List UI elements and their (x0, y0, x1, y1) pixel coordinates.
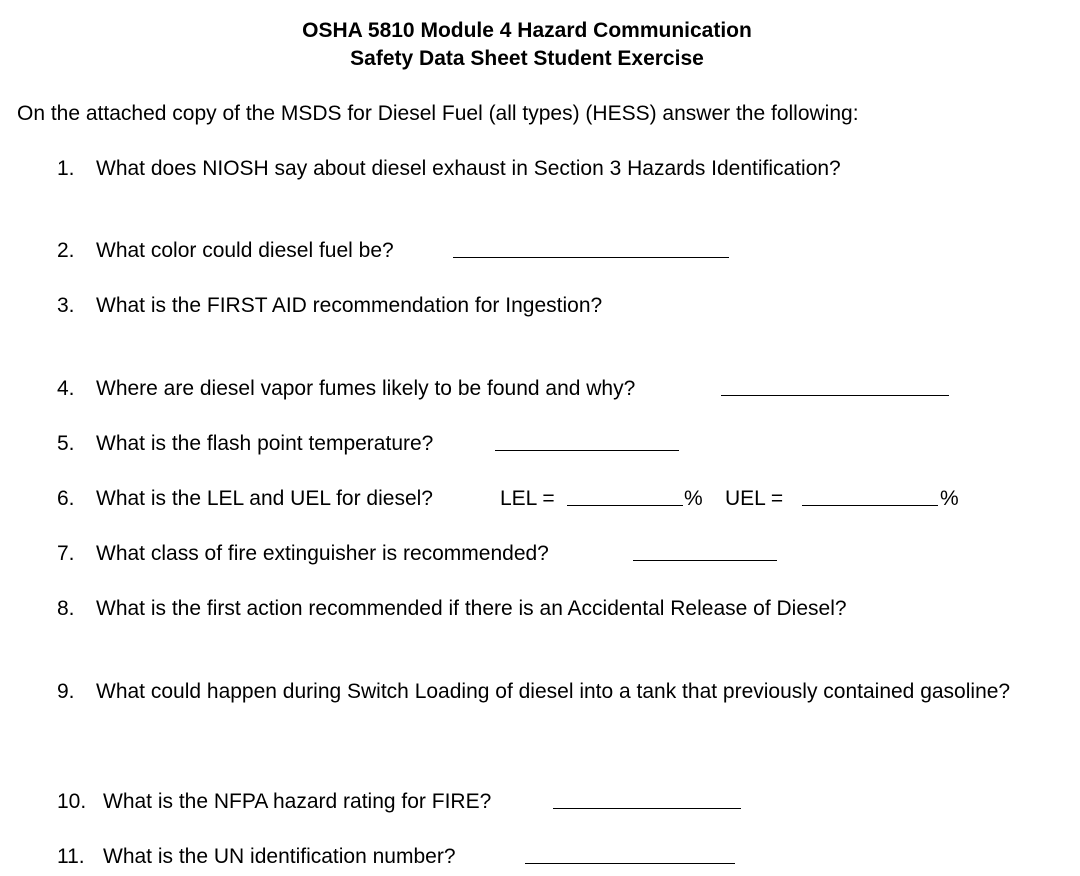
answer-blank[interactable] (453, 239, 729, 258)
question-text: What could happen during Switch Loading of diesel into a tank that previously contained gasoline? (96, 680, 1011, 703)
page-subtitle: Safety Data Sheet Student Exercise (350, 47, 704, 70)
page-title: OSHA 5810 Module 4 Hazard Communication (302, 19, 752, 42)
uel-label: UEL = (725, 487, 784, 510)
question-number: 10. (57, 790, 87, 813)
lel-label: LEL = (500, 487, 555, 510)
lel-percent: % (684, 487, 703, 510)
question-number: 11. (57, 845, 85, 868)
question-number: 1. (57, 157, 75, 180)
question-text: What is the FIRST AID recommendation for Ingestion? (96, 294, 603, 317)
question-text: What is the flash point temperature? (96, 432, 434, 455)
question-text: What is the first action recommended if there is an Accidental Release of Diesel? (96, 597, 847, 620)
answer-blank[interactable] (553, 790, 741, 809)
answer-blank[interactable] (633, 542, 777, 561)
question-9 (57, 678, 1057, 738)
question-text: What is the UN identification number? (103, 845, 456, 868)
lel-answer-blank[interactable] (567, 487, 683, 506)
uel-percent: % (940, 487, 959, 510)
question-number: 9. (57, 680, 75, 703)
question-text: What is the NFPA hazard rating for FIRE? (103, 790, 492, 813)
question-text: Where are diesel vapor fumes likely to be found and why? (96, 377, 636, 400)
question-number: 8. (57, 597, 75, 620)
question-text: What is the LEL and UEL for diesel? (96, 487, 433, 510)
intro-text: On the attached copy of the MSDS for Diesel Fuel (all types) (HESS) answer the following: (17, 102, 859, 125)
question-number: 6. (57, 487, 75, 510)
question-text: What class of fire extinguisher is recommended? (96, 542, 549, 565)
question-number: 5. (57, 432, 75, 455)
answer-blank[interactable] (525, 845, 735, 864)
uel-answer-blank[interactable] (802, 487, 938, 506)
question-number: 2. (57, 239, 75, 262)
question-number: 4. (57, 377, 75, 400)
question-text: What color could diesel fuel be? (96, 239, 394, 262)
question-number: 7. (57, 542, 75, 565)
question-number: 3. (57, 294, 75, 317)
answer-blank[interactable] (495, 432, 679, 451)
question-text: What does NIOSH say about diesel exhaust in Section 3 Hazards Identification? (96, 157, 841, 180)
answer-blank[interactable] (721, 377, 949, 396)
